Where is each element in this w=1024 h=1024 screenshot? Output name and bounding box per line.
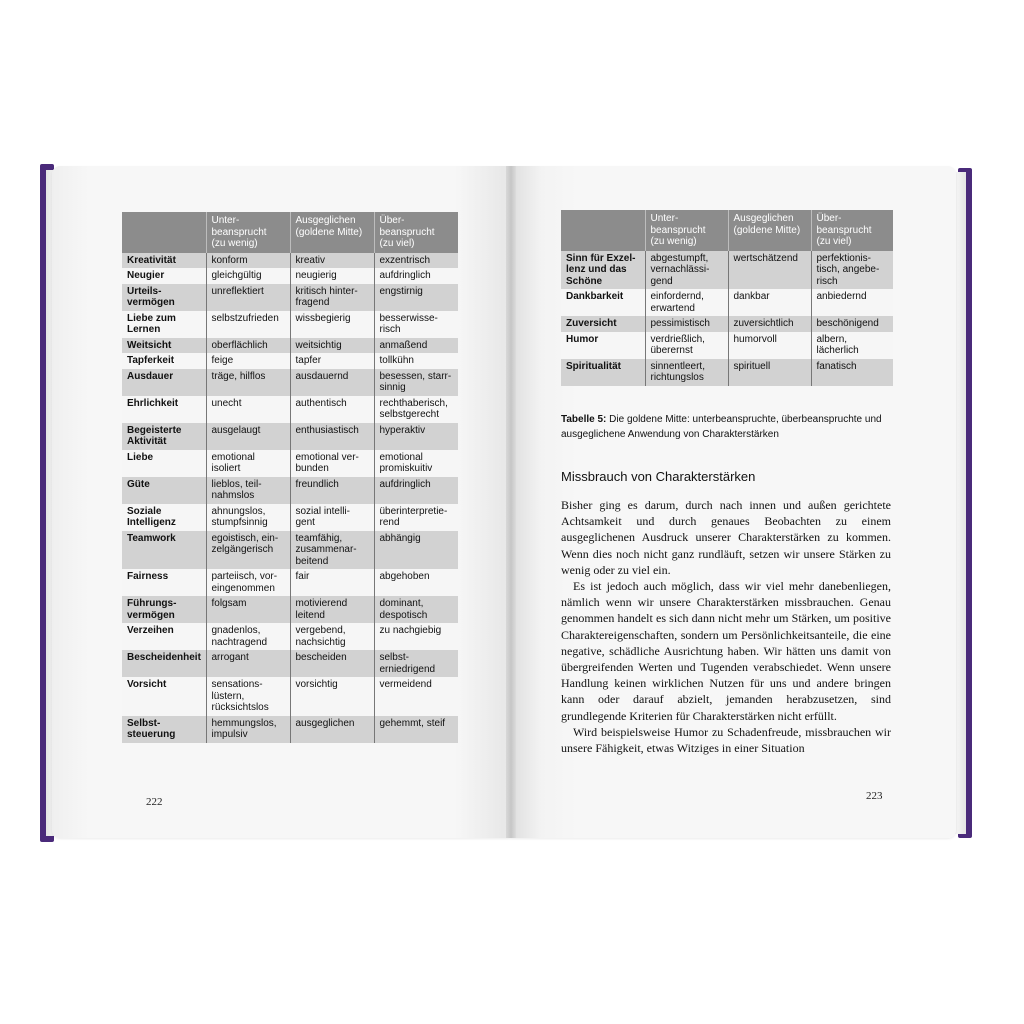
over-cell: rechthaberisch, selbstgerecht	[374, 396, 458, 423]
strength-label: Verzeihen	[122, 623, 206, 650]
table-row	[122, 396, 458, 423]
over-cell: beschönigend	[811, 316, 893, 332]
under-cell: folgsam	[206, 596, 290, 623]
over-cell: exzentrisch	[374, 253, 458, 269]
balanced-cell: zuversichtlich	[728, 316, 811, 332]
table-caption	[561, 412, 891, 442]
table-row	[122, 677, 458, 716]
under-cell: sinnentleert, richtungslos	[645, 359, 728, 386]
table-header-row	[561, 210, 893, 251]
page-number-left: 222	[146, 796, 163, 808]
over-cell: tollkühn	[374, 353, 458, 369]
balanced-cell: kreativ	[290, 253, 374, 269]
strength-label: Tapferkeit	[122, 353, 206, 369]
strength-label: Dankbarkeit	[561, 289, 645, 316]
table-row	[561, 289, 893, 316]
strength-label: Ausdauer	[122, 369, 206, 396]
over-cell: selbst- erniedrigend	[374, 650, 458, 677]
under-cell: einfordernd, erwartend	[645, 289, 728, 316]
section-heading: Missbrauch von Charakterstärken	[561, 469, 756, 484]
over-cell: aufdringlich	[374, 477, 458, 504]
over-cell: gehemmt, steif	[374, 716, 458, 743]
strength-label: Ehrlichkeit	[122, 396, 206, 423]
strength-label: Führungs- vermögen	[122, 596, 206, 623]
over-cell: fanatisch	[811, 359, 893, 386]
over-cell: emotional promiskuitiv	[374, 450, 458, 477]
strength-label: Sinn für Exzel- lenz und das Schöne	[561, 251, 645, 290]
strength-label: Kreativität	[122, 253, 206, 269]
table-row	[122, 311, 458, 338]
strength-label: Bescheidenheit	[122, 650, 206, 677]
balanced-cell: ausgeglichen	[290, 716, 374, 743]
over-cell: perfektionis- tisch, angebe- risch	[811, 251, 893, 290]
header-blank-cell	[561, 210, 645, 251]
balanced-cell: spirituell	[728, 359, 811, 386]
balanced-cell: kritisch hinter- fragend	[290, 284, 374, 311]
under-cell: abgestumpft, vernachlässi- gend	[645, 251, 728, 290]
under-cell: unecht	[206, 396, 290, 423]
strengths-table-right	[561, 210, 893, 386]
balanced-cell: vorsichtig	[290, 677, 374, 716]
table-row	[122, 569, 458, 596]
strength-label: Urteils- vermögen	[122, 284, 206, 311]
balanced-cell: teamfähig, zusammenar- beitend	[290, 531, 374, 570]
balanced-cell: enthusiastisch	[290, 423, 374, 450]
caption-text: Die goldene Mitte: unterbeanspruchte, überbeanspruchte und ausgeglichene Anwendung von Charakterstärken	[561, 414, 882, 440]
over-cell: anbiedernd	[811, 289, 893, 316]
over-cell: abhängig	[374, 531, 458, 570]
under-cell: emotional isoliert	[206, 450, 290, 477]
under-cell: gnadenlos, nachtragend	[206, 623, 290, 650]
over-cell: abgehoben	[374, 569, 458, 596]
table-row	[122, 716, 458, 743]
table-row	[122, 450, 458, 477]
table-row	[122, 531, 458, 570]
header-blank-cell	[122, 212, 206, 253]
book-gutter	[506, 166, 516, 838]
body-text	[561, 497, 891, 756]
under-cell: parteiisch, vor- eingenommen	[206, 569, 290, 596]
balanced-cell: humorvoll	[728, 332, 811, 359]
over-cell: überinterpretie- rend	[374, 504, 458, 531]
table-row	[122, 423, 458, 450]
strength-label: Soziale Intelligenz	[122, 504, 206, 531]
strength-label: Selbst- steuerung	[122, 716, 206, 743]
strength-label: Neugier	[122, 268, 206, 284]
table-row	[561, 359, 893, 386]
table-row	[122, 253, 458, 269]
over-cell: aufdringlich	[374, 268, 458, 284]
strength-label: Fairness	[122, 569, 206, 596]
under-cell: egoistisch, ein- zelgängerisch	[206, 531, 290, 570]
over-cell: dominant, despotisch	[374, 596, 458, 623]
strength-label: Güte	[122, 477, 206, 504]
header-balanced: Ausgeglichen (goldene Mitte)	[728, 210, 811, 251]
over-cell: engstirnig	[374, 284, 458, 311]
over-cell: zu nachgiebig	[374, 623, 458, 650]
balanced-cell: motivierend leitend	[290, 596, 374, 623]
under-cell: pessimistisch	[645, 316, 728, 332]
header-balanced: Ausgeglichen (goldene Mitte)	[290, 212, 374, 253]
table-row	[561, 316, 893, 332]
balanced-cell: weitsichtig	[290, 338, 374, 354]
header-under: Unter- beansprucht (zu wenig)	[645, 210, 728, 251]
table-row	[122, 338, 458, 354]
balanced-cell: sozial intelli- gent	[290, 504, 374, 531]
table-row	[122, 650, 458, 677]
table-row	[122, 504, 458, 531]
under-cell: verdrießlich, überernst	[645, 332, 728, 359]
under-cell: selbstzufrieden	[206, 311, 290, 338]
strength-label: Liebe zum Lernen	[122, 311, 206, 338]
under-cell: sensations- lüstern, rücksichtslos	[206, 677, 290, 716]
balanced-cell: wertschätzend	[728, 251, 811, 290]
strength-label: Zuversicht	[561, 316, 645, 332]
header-over: Über- beansprucht (zu viel)	[374, 212, 458, 253]
balanced-cell: freundlich	[290, 477, 374, 504]
header-over: Über- beansprucht (zu viel)	[811, 210, 893, 251]
over-cell: besserwisse- risch	[374, 311, 458, 338]
over-cell: vermeidend	[374, 677, 458, 716]
page-number-right: 223	[866, 790, 883, 802]
under-cell: konform	[206, 253, 290, 269]
header-under: Unter- beansprucht (zu wenig)	[206, 212, 290, 253]
strength-label: Humor	[561, 332, 645, 359]
caption-label: Tabelle 5:	[561, 414, 607, 425]
balanced-cell: neugierig	[290, 268, 374, 284]
balanced-cell: emotional ver- bunden	[290, 450, 374, 477]
table-row	[561, 251, 893, 290]
under-cell: hemmungslos, impulsiv	[206, 716, 290, 743]
balanced-cell: bescheiden	[290, 650, 374, 677]
strength-label: Weitsicht	[122, 338, 206, 354]
balanced-cell: ausdauernd	[290, 369, 374, 396]
strength-label: Begeisterte Aktivität	[122, 423, 206, 450]
table-row	[122, 596, 458, 623]
table-row	[122, 623, 458, 650]
under-cell: oberflächlich	[206, 338, 290, 354]
balanced-cell: wissbegierig	[290, 311, 374, 338]
over-cell: hyperaktiv	[374, 423, 458, 450]
under-cell: arrogant	[206, 650, 290, 677]
under-cell: feige	[206, 353, 290, 369]
paragraph: Bisher ging es darum, durch nach innen und außen gerichtete Achtsamkeit und durch genaues Beobachten zu einem ausgeglichenen Ausdruck unserer Charakterstärken zu kommen. Wenn dies noch nicht ganz rundläuft, setzen wir unsere Stärken zu wenig oder zu viel ein.	[561, 498, 891, 577]
balanced-cell: dankbar	[728, 289, 811, 316]
table-row	[122, 268, 458, 284]
table-row	[561, 332, 893, 359]
over-cell: albern, lächerlich	[811, 332, 893, 359]
paragraph: Wird beispielsweise Humor zu Schadenfreude, missbrauchen wir unsere Fähigkeit, etwas Witziges in einer Situation	[561, 724, 891, 756]
over-cell: besessen, starr- sinnig	[374, 369, 458, 396]
table-row	[122, 477, 458, 504]
strength-label: Liebe	[122, 450, 206, 477]
balanced-cell: authentisch	[290, 396, 374, 423]
strengths-table-left	[122, 212, 458, 743]
balanced-cell: tapfer	[290, 353, 374, 369]
over-cell: anmaßend	[374, 338, 458, 354]
table-row	[122, 369, 458, 396]
under-cell: unreflektiert	[206, 284, 290, 311]
table-row	[122, 284, 458, 311]
balanced-cell: vergebend, nachsichtig	[290, 623, 374, 650]
strength-label: Spiritualität	[561, 359, 645, 386]
paragraph: Es ist jedoch auch möglich, dass wir viel mehr danebenliegen, nämlich wenn wir unsere Charakterstärken missbrauchen. Genau genommen handelt es sich dann nicht mehr um Stärken, um positive Charaktereigenschaften, sondern um Persönlichkeitsanteile, die eine negative, schädliche Ausrichtung haben. Wir hätten uns damit von übergreifenden Werten und Tugenden verabschiedet. Wenn unsere Handlung keinen wirklichen Nutzen für uns und andere bringen kann oder darauf abzielt, jemanden herabzusetzen, sind grundlegende Kriterien für Charakterstärken nicht erfüllt.	[561, 579, 891, 723]
under-cell: lieblos, teil- nahmslos	[206, 477, 290, 504]
table-row	[122, 353, 458, 369]
balanced-cell: fair	[290, 569, 374, 596]
under-cell: gleichgültig	[206, 268, 290, 284]
under-cell: ahnungslos, stumpfsinnig	[206, 504, 290, 531]
under-cell: träge, hilflos	[206, 369, 290, 396]
strength-label: Teamwork	[122, 531, 206, 570]
table-header-row	[122, 212, 458, 253]
strength-label: Vorsicht	[122, 677, 206, 716]
under-cell: ausgelaugt	[206, 423, 290, 450]
